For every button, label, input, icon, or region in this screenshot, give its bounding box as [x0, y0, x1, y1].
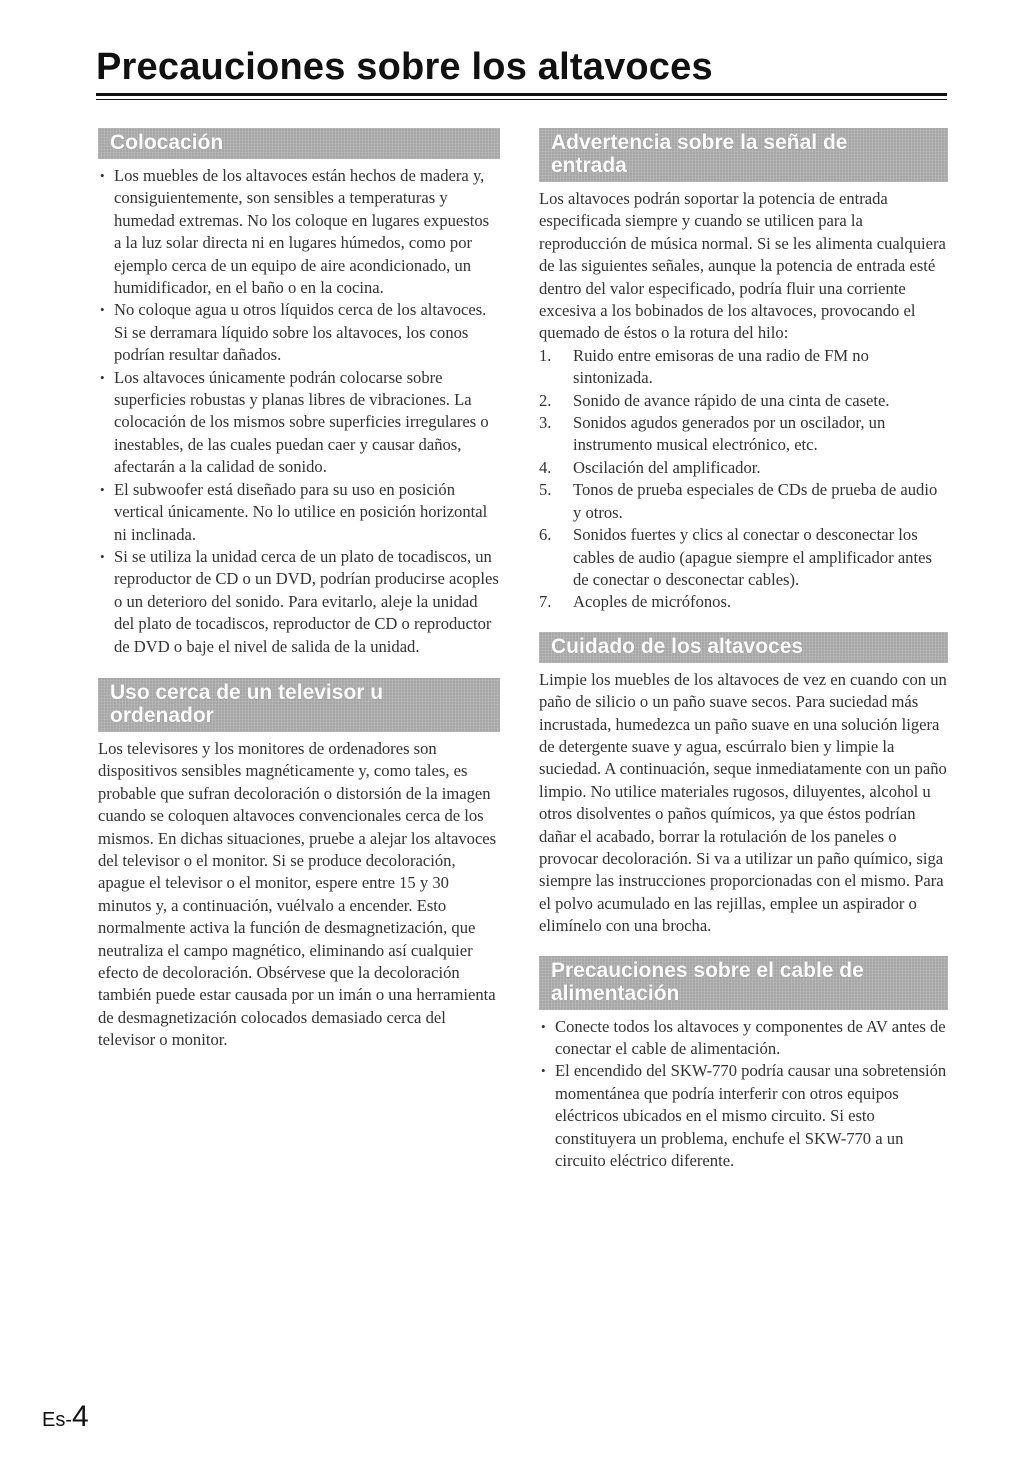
- senal-intro-paragraph: Los altavoces podrán soportar la potencia de entrada especificada siempre y cuando se utilicen para la reproducción de música normal. Si se les alimenta cualquiera de las siguientes señales, aunque la potencia de entrada esté dentro del valor especificado, podría fluir una corriente excesiva a los bobinados de los altavoces, provocando el quemado de éstos o la rotura del hilo:: [539, 189, 946, 343]
- item-text: Tonos de prueba especiales de CDs de prueba de audio y otros.: [573, 480, 938, 522]
- numbered-item: [539, 524, 948, 591]
- cable-bullet-list: [539, 1016, 948, 1173]
- page-number: [42, 1400, 89, 1434]
- numbered-item: [539, 479, 948, 524]
- item-number: 4.: [539, 457, 552, 477]
- numbered-item: [539, 457, 948, 479]
- section-colocacion: [98, 128, 500, 658]
- cuidado-paragraph: Limpie los muebles de los altavoces de vez en cuando con un paño de silicio o un paño suave secos. Para suciedad más incrustada, humedezca un paño suave en una solución ligera de detergente suave y agua, escúrralo bien y limpie la suciedad. A continuación, seque inmediatamente con un paño limpio. No utilice materiales rugosos, diluyentes, alcohol u otros disolventes o paños químicos, ya que éstos podrían dañar el acabado, borrar la rotulación de los paneles o provocar decoloración. Si va a utilizar un paño químico, siga siempre las instrucciones proporcionadas con el mismo. Para el polvo acumulado en las rejillas, emplee un aspirador o elimínelo con una brocha.: [539, 669, 947, 936]
- section-senal: [539, 128, 948, 614]
- televisor-paragraph: Los televisores y los monitores de ordenadores son dispositivos sensibles magnéticamente y, como tales, es probable que sufran decoloración o distorsión de la imagen cuando se coloquen altavoces convencionales cerca de los mismos. En dichas situaciones, pruebe a alejar los altavoces del televisor o el monitor. Si se produce decoloración, apague el televisor o el monitor, espere entre 15 y 30 minutos y, a continuación, vuélvalo a encender. Esto normalmente activa la función de desmagnetización, que neutraliza el campo magnético, eliminando así cualquier efecto de decoloración. Obsérvese que la decoloración también puede estar causada por un imán o una herramienta de desmagnetización colocados demasiado cerca del televisor o monitor.: [98, 738, 497, 1050]
- section-cable: [539, 956, 948, 1173]
- page-title: Precauciones sobre los altavoces: [96, 46, 713, 88]
- numbered-item: [539, 591, 948, 613]
- bullet-item: • Si se utiliza la unidad cerca de un plato de tocadiscos, un reproductor de CD o un DVD, podrían producirse acoples o un deterioro del sonido. Para evitarlo, aleje la unidad del plato de tocadiscos, reproductor de CD o reproductor de DVD o baje el nivel de salida de la unidad.: [98, 546, 500, 658]
- heading-line: Uso cerca de un televisor u: [110, 680, 384, 704]
- item-text: Oscilación del amplificador.: [573, 457, 761, 477]
- item-text: Sonidos agudos generados por un oscilador, un instrumento musical electrónico, etc.: [573, 413, 886, 455]
- bullet-item: • Los muebles de los altavoces están hechos de madera y, consiguientemente, son sensibles a temperaturas y humedad extremas. No los coloque en lugares expuestos a la luz solar directa ni en lugares húmedos, como por ejemplo cerca de un equipo de aire acondicionado, un humidificador, en el baño o en la cocina.: [98, 165, 500, 299]
- heading-text: Cuidado de los altavoces: [551, 634, 804, 658]
- colocacion-bullet-list: [98, 165, 500, 658]
- heading-line: entrada: [551, 154, 627, 177]
- left-column: [98, 128, 500, 1052]
- numbered-item: [539, 345, 948, 390]
- item-text: Sonidos fuertes y clics al conectar o desconectar los cables de audio (apague siempre el amplificador antes de conectar o desconectar cables).: [573, 525, 932, 589]
- section-heading-cable: [539, 956, 948, 1010]
- senal-numbered-list: [539, 345, 948, 614]
- bullet-item: • El encendido del SKW-770 podría causar una sobretensión momentánea que podría interferir con otros equipos eléctricos ubicados en el mismo circuito. Si esto constituyera un problema, enchufe el SKW-770 a un circuito eléctrico diferente.: [539, 1060, 948, 1172]
- title-rule-thick: [96, 93, 947, 96]
- right-column: [539, 128, 948, 1172]
- item-number: 1.: [539, 345, 552, 365]
- bullet-item: • Los altavoces únicamente podrán colocarse sobre superficies robustas y planas libres de vibraciones. La colocación de los mismos sobre superficies irregulares o inestables, de las cuales puedan caer y causar daños, afectarán a la calidad de sonido.: [98, 367, 500, 479]
- title-rule-thin: [96, 99, 947, 100]
- item-number: 7.: [539, 592, 552, 612]
- item-number: 6.: [539, 525, 552, 545]
- page-number-value: 4: [72, 1400, 89, 1433]
- heading-line: alimentación: [551, 981, 680, 1005]
- numbered-item: [539, 412, 948, 457]
- item-text: Acoples de micrófonos.: [573, 592, 732, 612]
- section-heading-senal: [539, 128, 948, 182]
- section-heading-colocacion: [98, 128, 500, 159]
- heading-text: Colocación: [110, 131, 224, 154]
- section-heading-cuidado: [539, 632, 948, 663]
- item-number: 2.: [539, 390, 552, 410]
- section-televisor: [98, 678, 500, 1052]
- heading-line: ordenador: [110, 703, 214, 727]
- bullet-item: • Conecte todos los altavoces y componentes de AV antes de conectar el cable de alimentación.: [539, 1016, 948, 1061]
- heading-line: Precauciones sobre el cable de: [551, 958, 864, 982]
- bullet-item: • El subwoofer está diseñado para su uso en posición vertical únicamente. No lo utilice en posición horizontal ni inclinada.: [98, 479, 500, 546]
- item-text: Sonido de avance rápido de una cinta de casete.: [573, 390, 890, 410]
- item-number: 5.: [539, 480, 552, 500]
- bullet-item: • No coloque agua u otros líquidos cerca de los altavoces. Si se derramara líquido sobre los altavoces, los conos podrían resultar dañados.: [98, 299, 500, 366]
- numbered-item: [539, 390, 948, 412]
- section-cuidado: [539, 632, 948, 938]
- page-number-prefix: Es-: [42, 1409, 72, 1431]
- item-number: 3.: [539, 413, 552, 433]
- heading-line: Advertencia sobre la señal de: [551, 131, 848, 154]
- item-text: Ruido entre emisoras de una radio de FM no sintonizada.: [573, 345, 869, 388]
- section-heading-televisor: [98, 678, 500, 732]
